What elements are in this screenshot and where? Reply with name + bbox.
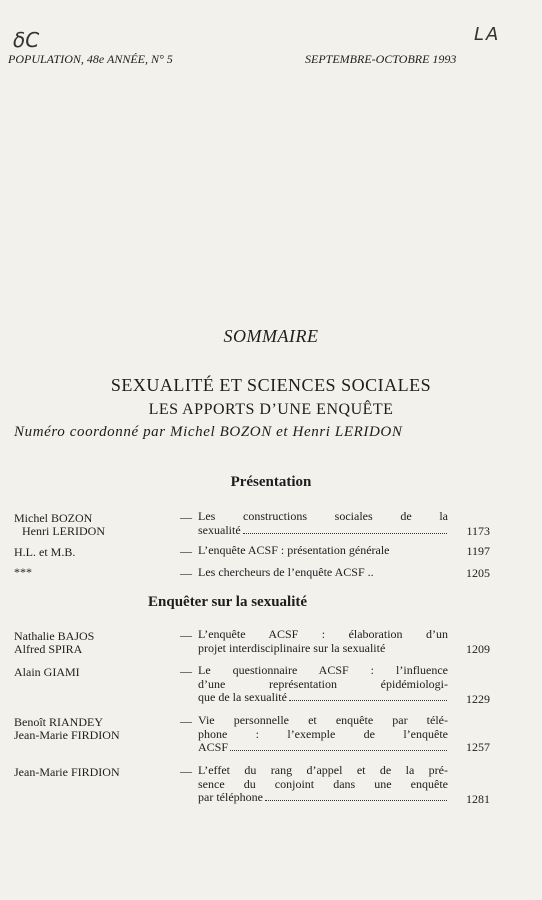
author-name: Jean-Marie FIRDION: [14, 728, 120, 742]
entry-title: [198, 664, 448, 705]
entry-dash: —: [180, 664, 192, 678]
title-line: L’enquête ACSF : présentation générale: [198, 543, 390, 557]
title-line: ACSF: [198, 740, 229, 754]
entry-authors: [14, 666, 80, 679]
entry-authors: [14, 566, 32, 579]
page-number: 1209: [466, 642, 490, 656]
author-name: Alain GIAMI: [14, 665, 80, 679]
title-line: L’effet du rang d’appel et de la pré-: [198, 763, 448, 777]
entry-authors: [14, 630, 94, 656]
title-line: d’une représentation épidémiologi-: [198, 676, 448, 691]
entry-title: [198, 544, 448, 558]
author-name: Nathalie BAJOS: [14, 629, 95, 643]
title-line: L’enquête ACSF : élaboration d’un: [198, 627, 448, 641]
author-name: Alfred SPIRA: [14, 642, 83, 656]
handwritten-note-right: LA: [474, 24, 501, 45]
entry-title: [198, 510, 448, 537]
dot-leader: [265, 800, 447, 801]
title-line: que de la sexualité: [198, 690, 287, 704]
entry-authors: [14, 512, 105, 538]
entry-authors: [14, 766, 120, 779]
entry-title: [198, 566, 448, 580]
page-number: 1229: [466, 692, 490, 706]
page-number: 1281: [466, 792, 490, 806]
title-line: par téléphone: [198, 790, 263, 804]
entry-dash: —: [180, 566, 192, 580]
entry-dash: —: [180, 628, 192, 642]
entry-title: [198, 628, 448, 655]
section-heading: Enquêter sur la sexualité: [148, 594, 308, 610]
dot-leader: [230, 750, 447, 751]
dot-leader: [243, 533, 447, 534]
title-line: phone : l’exemple de l’enquête: [198, 726, 448, 741]
author-name: H.L. et M.B.: [14, 545, 76, 559]
entry-authors: [14, 546, 75, 559]
dot-leader: [289, 700, 447, 701]
issue-date: SEPTEMBRE-OCTOBRE 1993: [305, 52, 457, 66]
page-number: 1205: [466, 566, 490, 580]
author-name: Michel BOZON: [14, 511, 93, 525]
author-name: Henri LERIDON: [22, 524, 105, 538]
entry-title: [198, 714, 448, 755]
title-line: projet interdisciplinaire sur la sexualité: [198, 640, 386, 655]
page-number: 1173: [466, 524, 490, 538]
coordination-line: Numéro coordonné par Michel BOZON et Henri LERIDON: [14, 424, 403, 440]
title-line: Les chercheurs de l’enquête ACSF ..: [198, 565, 374, 579]
issue-subtitle: LES APPORTS D’UNE ENQUÊTE: [148, 401, 394, 418]
entry-dash: —: [180, 714, 192, 728]
author-name: Benoît RIANDEY: [14, 715, 103, 729]
title-line: sence du conjoint dans une enquête: [198, 776, 448, 791]
author-name: Jean-Marie FIRDION: [14, 765, 120, 779]
entry-dash: —: [180, 764, 192, 778]
section-heading: Présentation: [230, 474, 312, 490]
journal-header: POPULATION, 48e ANNÉE, N° 5: [8, 52, 173, 66]
author-name: ***: [14, 565, 32, 579]
title-line: sexualité: [198, 522, 241, 537]
sommaire-heading: SOMMAIRE: [223, 326, 319, 346]
title-line: Vie personnelle et enquête par télé-: [198, 713, 448, 727]
title-line: Le questionnaire ACSF : l’influence: [198, 663, 448, 677]
title-line: Les constructions sociales de la: [198, 509, 448, 523]
page-number: 1257: [466, 740, 490, 754]
issue-title: SEXUALITÉ ET SCIENCES SOCIALES: [110, 375, 432, 395]
handwritten-note-left: δC: [13, 28, 40, 52]
page-number: 1197: [466, 544, 490, 558]
entry-dash: —: [180, 544, 192, 558]
entry-authors: [14, 716, 120, 742]
entry-dash: —: [180, 510, 192, 524]
entry-title: [198, 764, 448, 805]
